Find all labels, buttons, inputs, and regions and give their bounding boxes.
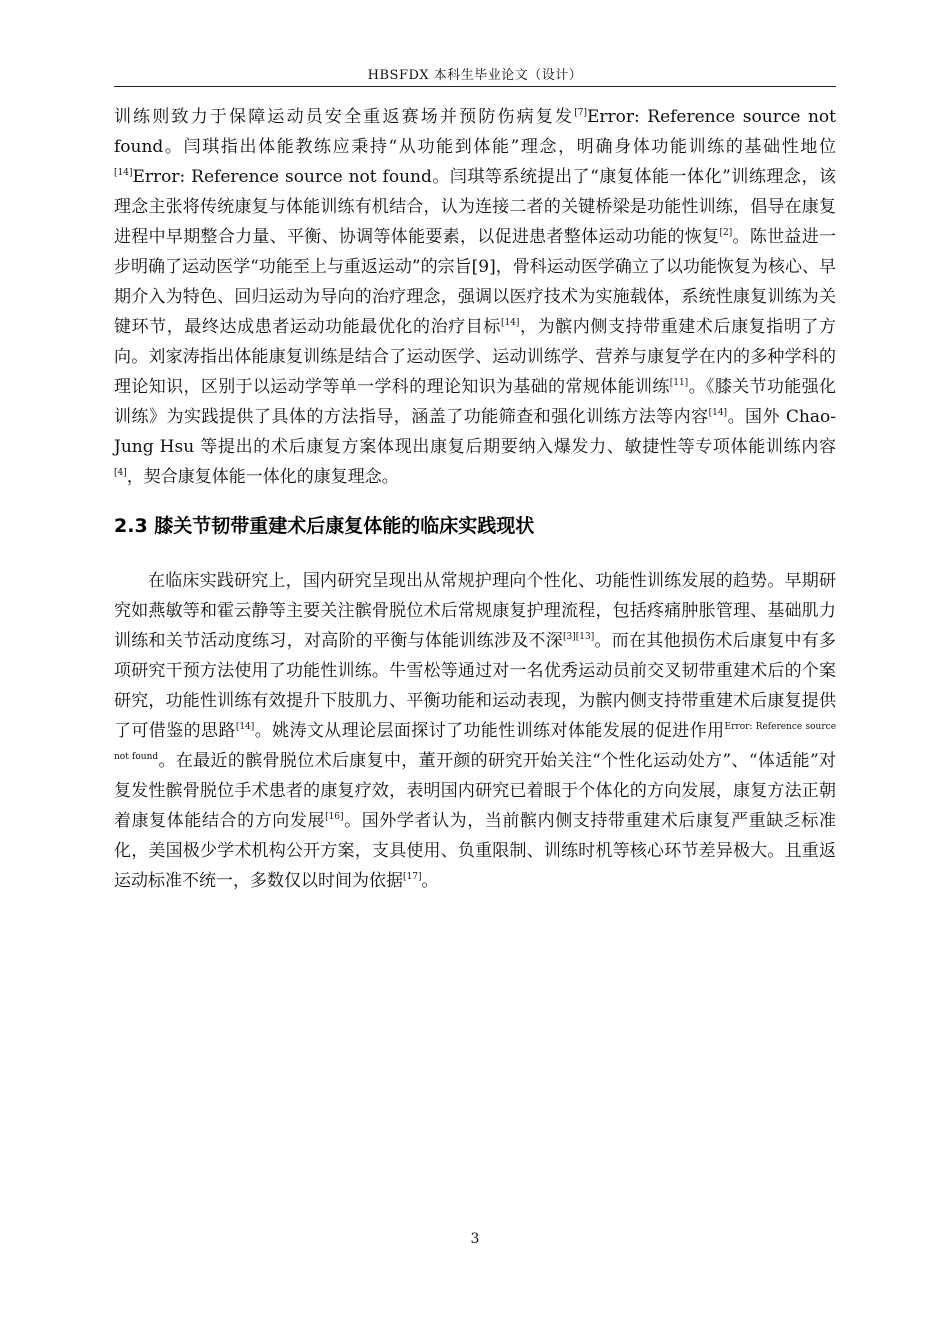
text-run: 。而在其他损伤术后康复中有多项研究干预方法使用了功能性训练。牛雪松等通过对一名优秀运动员前交叉韧带重建术后的个案研究，功能性训练有效提升下肢肌力、平衡功能和运动表现，为髌内侧支持带重建术后康复提供了可借鉴的思路 bbox=[114, 631, 837, 741]
citation: [14] bbox=[708, 408, 728, 418]
text-run: 。《膝关节功能强化训练》为实践提供了具体的方法指导，涵盖了功能筛查和强化训练方法等内容 bbox=[114, 377, 836, 427]
citation-error: Error: Reference source not found bbox=[114, 722, 837, 762]
citation: [14] bbox=[114, 168, 133, 178]
header-rule bbox=[114, 86, 836, 87]
text-run: 。国外 Chao-Jung Hsu 等提出的术后康复方案体现出康复后期要纳入爆发力、敏捷性等专项体能训练内容 bbox=[114, 407, 836, 457]
page-number: 3 bbox=[470, 1231, 480, 1247]
text-run: 训练则致力于保障运动员安全重返赛场并预防伤病复发 bbox=[114, 107, 575, 127]
body-text bbox=[114, 102, 836, 896]
text-run: 。姚涛文从理论层面探讨了功能性训练对体能发展的促进作用 bbox=[254, 721, 725, 741]
page-header: HBSFDX 本科生毕业论文（设计） bbox=[367, 68, 583, 83]
citation: [17] bbox=[403, 872, 422, 882]
text-run: 。国外学者认为，当前髌内侧支持带重建术后康复严重缺乏标准化，美国极少学术机构公开方案，支具使用、负重限制、训练时机等核心环节差异极大。且重返运动标准不统一，多数仅以时间为依据 bbox=[114, 811, 837, 891]
text-run: 。陈世益进一步明确了运动医学“功能至上与重返运动”的宗旨[9]，骨科运动医学确立了以功能恢复为核心、早期介入为特色、回归运动为导向的治疗理念，强调以医疗技术为实施载体，系统性康复训练为关键环节，最终达成患者运动功能最优化的治疗目标 bbox=[114, 227, 837, 337]
paragraph-2 bbox=[114, 566, 836, 896]
citation: [14] bbox=[500, 318, 520, 328]
citation: [16] bbox=[325, 812, 344, 822]
text-run: ，为髌内侧支持带重建术后康复指明了方向。刘家涛指出体能康复训练是结合了运动医学、运动训练学、营养与康复学在内的多种学科的理论知识，区别于以运动学等单一学科的理论知识为基础的常规体能训练 bbox=[114, 317, 837, 397]
text-run: Error: Reference source not found。闫琪指出体能教练应秉持“从功能到体能”理念，明确身体功能训练的基础性地位 bbox=[114, 107, 837, 157]
text-run: 。在最近的髌骨脱位术后康复中，董开颜的研究开始关注“个性化运动处方”、“体适能”对复发性髌骨脱位手术患者的康复疗效，表明国内研究已着眼于个体化的方向发展，康复方法正朝着康复体能结合的方向发展 bbox=[114, 751, 836, 831]
citation: [14] bbox=[235, 722, 255, 732]
citation: [7] bbox=[574, 108, 587, 118]
text-run: 在临床实践研究上，国内研究呈现出从常规护理向个性化、功能性训练发展的趋势。早期研究如燕敏等和霍云静等主要关注髌骨脱位术后常规康复护理流程，包括疼痛肿胀管理、基础肌力训练和关节活动度练习，对高阶的平衡与体能训练涉及不深 bbox=[114, 571, 836, 651]
citation: [2] bbox=[719, 228, 733, 238]
citation: [3][13] bbox=[563, 632, 595, 642]
paragraph-1 bbox=[114, 102, 836, 492]
text-run: Error: Reference source not found。闫琪等系统提出了“康复体能一体化”训练理念，该理念主张将传统康复与体能训练有机结合，认为连接二者的关键桥梁是功能性训练，倡导在康复进程中早期整合力量、平衡、协调等体能要素，以促进患者整体运动功能的恢复 bbox=[114, 167, 836, 247]
citation: [11] bbox=[669, 378, 689, 388]
section-heading: 2.3 膝关节韧带重建术后康复体能的临床实践现状 bbox=[114, 515, 535, 537]
text-run: ，契合康复体能一体化的康复理念。 bbox=[126, 467, 399, 487]
citation: [4] bbox=[114, 468, 127, 478]
text-run: 。 bbox=[421, 871, 439, 891]
